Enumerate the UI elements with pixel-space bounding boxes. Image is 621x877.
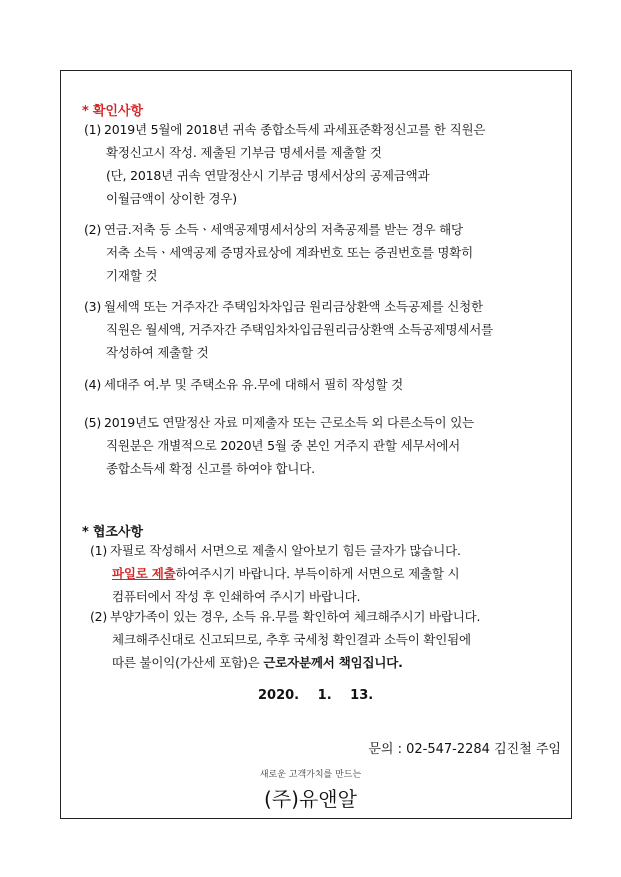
confirm-section-title: * 확인사항 (82, 104, 144, 119)
confirm-item-2: (2) 연금.저축 등 소득ㆍ세액공제명세서상의 저축공제를 받는 경우 해당 저축 소득ㆍ세액공제 증명자료상에 계좌번호 또는 증권번호를 명확히 기재할 것 (84, 222, 474, 283)
cooperate-item-1: (1) 자필로 작성해서 서면으로 제출시 알아보기 힘든 글자가 많습니다. 파일로 제출하여주시기 바랍니다. 부득이하게 서면으로 제출할 시 컴퓨터에서 작성 후 인쇄하여 주시기 바랍니다. (90, 543, 461, 604)
company-name: (주)유앤알 (264, 787, 357, 811)
document-date: 2020. 1. 13. (258, 688, 374, 703)
confirm-item-4: (4) 세대주 여.부 및 주택소유 유.무에 대해서 필히 작성할 것 (84, 377, 403, 392)
confirm-item-5: (5) 2019년도 연말정산 자료 미제출자 또는 근로소득 외 다른소득이 있는 직원분은 개별적으로 2020년 5월 중 본인 거주지 관할 세무서에서 종합소득세 확정 신고를 하여야 합니다. (84, 415, 474, 476)
cooperate-item-2: (2) 부양가족이 있는 경우, 소득 유.무를 확인하여 체크해주시기 바랍니다. 체크해주신대로 신고되므로, 추후 국세청 확인결과 소득이 확인됨에 따른 불이익(가산세 포함)은 근로자분께서 책임집니다. (90, 609, 481, 670)
cooperate-section-title: * 협조사항 (82, 525, 144, 540)
company-slogan: 새로운 고객가치를 만드는 (259, 770, 362, 780)
file-submit-emphasis: 파일로 제출 (112, 566, 176, 581)
asterisk-icon: * (82, 104, 89, 119)
confirm-item-1: (1) 2019년 5월에 2018년 귀속 종합소득세 과세표준확정신고를 한 직원은 확정신고시 작성. 제출된 기부금 명세서를 제출할 것 (단, 2018년 귀속 연말정산시 기부금 명세서상의 공제금액과 이월금액이 상이한 경우) (84, 122, 486, 206)
contact-info: 문의 : 02-547-2284 김진철 주임 (368, 742, 561, 757)
responsibility-emphasis: 근로자분께서 책임집니다. (263, 655, 403, 670)
confirm-item-3: (3) 월세액 또는 거주자간 주택임차차입금 원리금상환액 소득공제를 신청한 직원은 월세액, 거주자간 주택임차차입금원리금상환액 소득공제명세서를 작성하여 제출할 것 (84, 299, 493, 360)
asterisk-icon: * (82, 525, 89, 540)
